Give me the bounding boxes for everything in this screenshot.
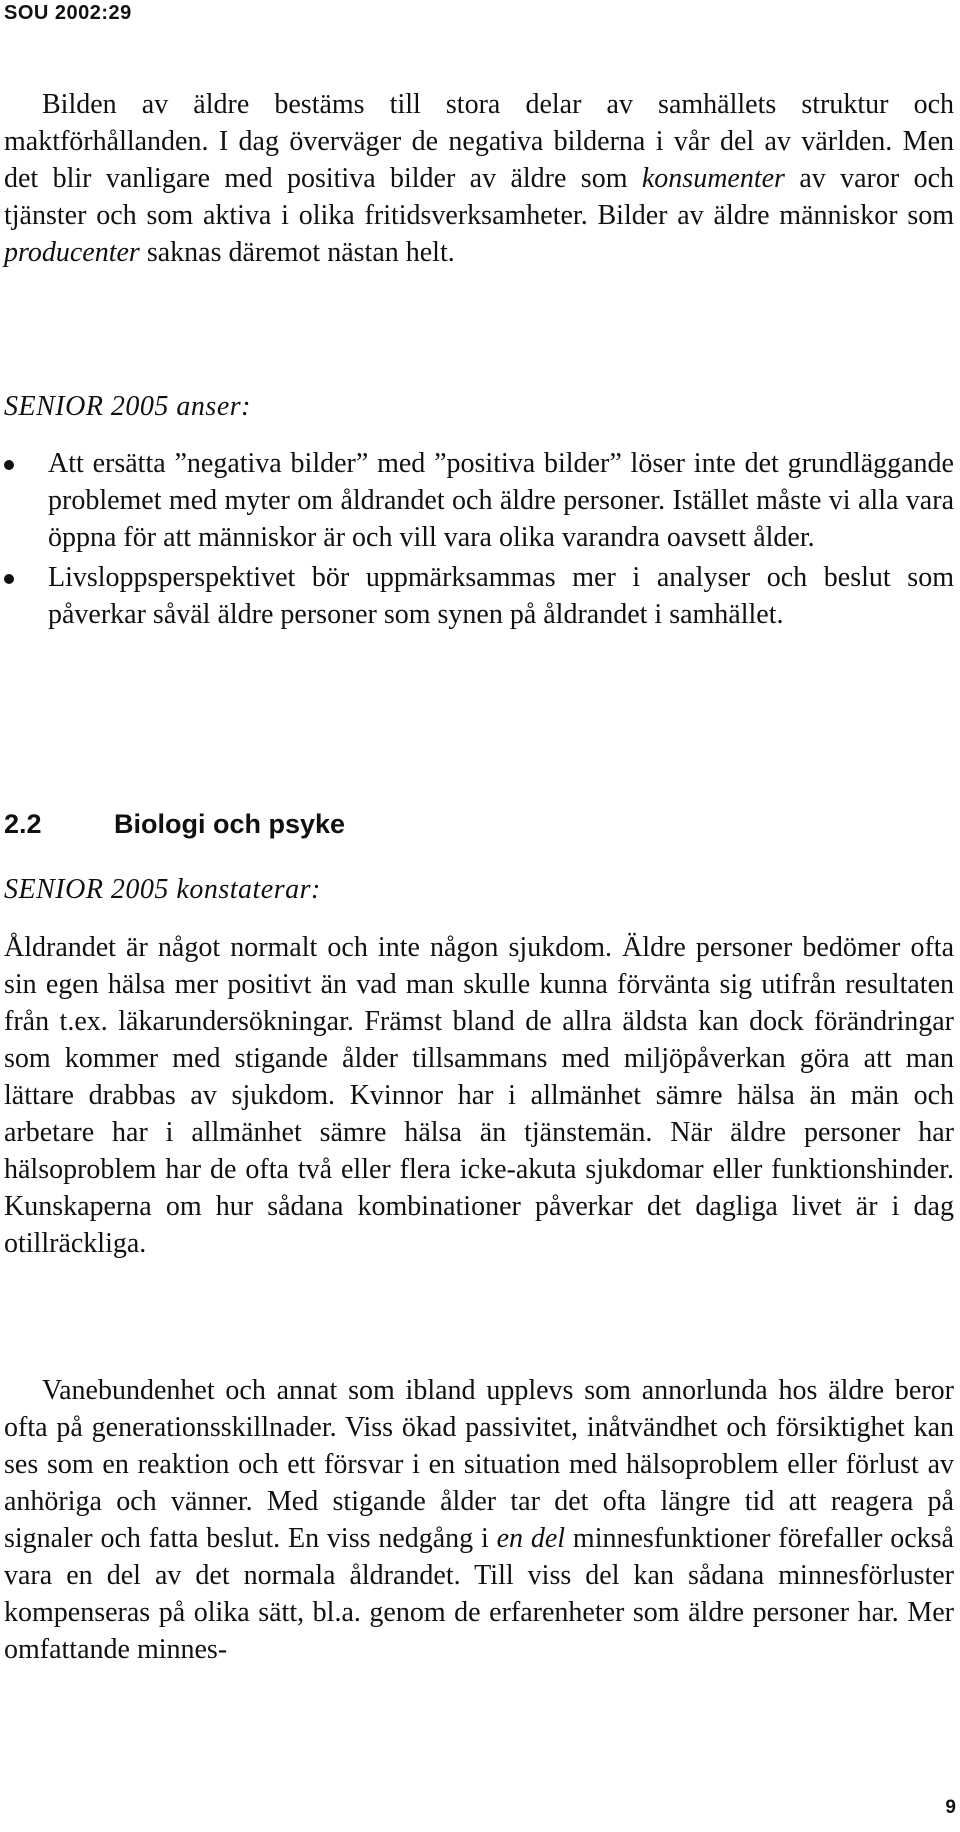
- bullet-text: Att ersätta ”negativa bilder” med ”positiva bilder” löser inte det grundläggande problemet med myter om åldrandet och äldre personer. Istället måste vi alla vara öppna för att människor är och vill vara olika varandra oavsett ålder.: [48, 448, 954, 553]
- section-paragraph-2: [4, 1372, 954, 1668]
- paragraph-emphasis: en del: [496, 1523, 566, 1554]
- intro-paragraph: [4, 86, 954, 271]
- section-paragraph-1: Åldrandet är något normalt och inte någon sjukdom. Äldre personer bedömer ofta sin egen hälsa mer positivt än vad man skulle kunna förvänta sig utifrån resultaten från t.ex. läkarundersökningar. Främst bland de allra äldsta kan dock förändringar som kommer med stigande ålder tillsammans med miljöpåverkan göra att man lättare drabbas av sjukdom. Kvinnor har i allmänhet sämre hälsa än män och arbetare har i allmänhet sämre hälsa än tjänstemän. När äldre personer har hälsoproblem har de ofta två eller flera icke-akuta sjukdomar eller funktionshinder. Kunskaperna om hur sådana kombinationer påverkar det dagliga livet är i dag otillräckliga.: [4, 932, 954, 1259]
- section-number: 2.2: [4, 809, 42, 839]
- intro-text-2: av varor och tjänster och som aktiva i olika fritidsverksamheter. Bilder av äldre människor som: [4, 163, 955, 231]
- intro-text-3: saknas däremot nästan helt.: [139, 237, 455, 268]
- paragraph-text-1: Vanebundenhet och annat som ibland upplevs som annorlunda hos äldre beror ofta på generationsskillnader. Viss ökad passivitet, inåtvändhet och försiktighet kan ses som en reaktion och ett försvar i en situation med hälsoproblem eller förlust av anhöriga och vänner. Med stigande ålder tar det ofta längre tid att reagera på signaler och fatta beslut. En viss nedgång i: [4, 1375, 954, 1554]
- running-header: SOU 2002:29: [4, 2, 132, 24]
- list-item: [4, 559, 954, 633]
- intro-emphasis-1: konsumenter: [641, 163, 785, 194]
- list-item: [4, 445, 954, 556]
- senior-opinion-label: SENIOR 2005 anser:: [4, 391, 251, 422]
- bullet-icon: [4, 460, 14, 470]
- intro-text-1: Bilden av äldre bestäms till stora delar av samhällets struktur och maktförhållanden. I dag överväger de negativa bilderna i vår del av världen. Men det blir vanligare med positiva bilder av äldre som: [4, 89, 954, 194]
- intro-emphasis-2: producenter: [4, 237, 140, 268]
- page-number: 9: [945, 1797, 956, 1818]
- paragraph-text-2: minnesfunktioner förefaller också vara en del av det normala åldrandet. Till viss del kan sådana minnesförluster kompenseras på olika sätt, bl.a. genom de erfarenheter som äldre personer har. Mer omfattande minnes-: [4, 1523, 954, 1665]
- senior-opinion-list: [4, 445, 954, 636]
- section-title: Biologi och psyke: [114, 809, 346, 839]
- section-heading: [4, 809, 345, 840]
- bullet-text: Livsloppsperspektivet bör uppmärksammas mer i analyser och beslut som påverkar såväl äldre personer som synen på åldrandet i samhället.: [48, 562, 954, 630]
- section-lead-label: SENIOR 2005 konstaterar:: [4, 874, 321, 905]
- bullet-icon: [4, 574, 14, 584]
